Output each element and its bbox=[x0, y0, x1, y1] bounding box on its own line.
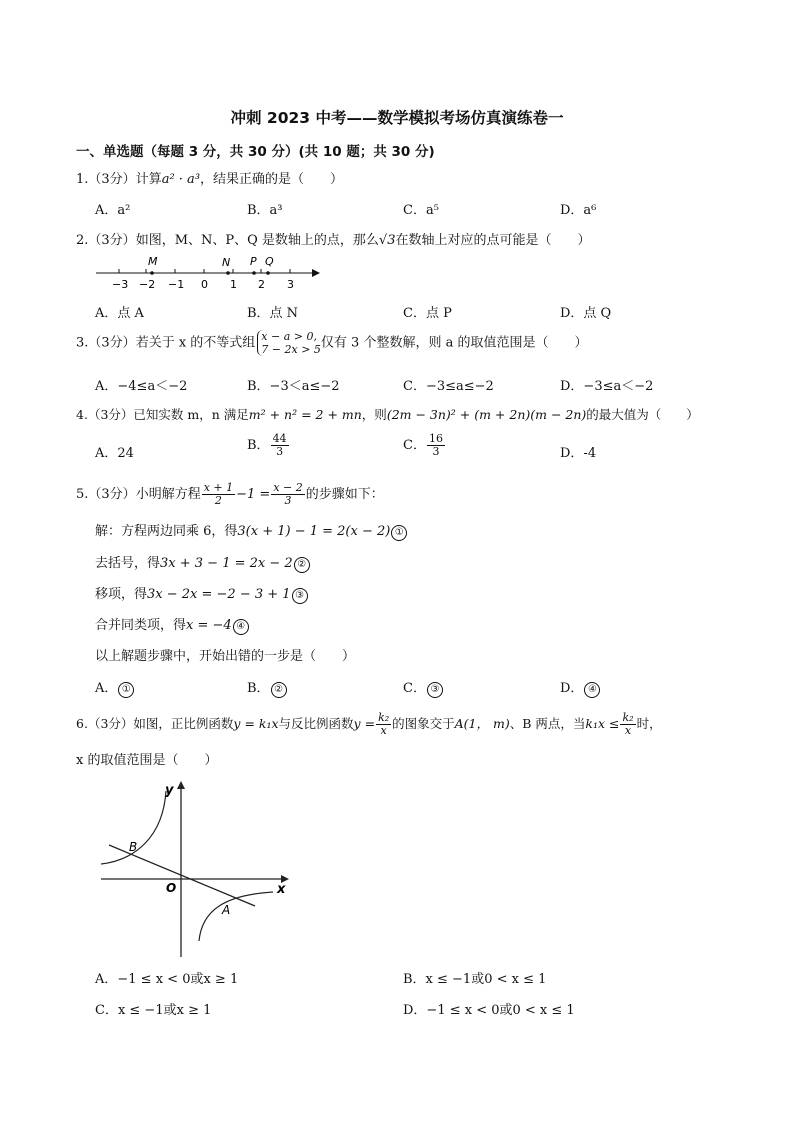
question-2 bbox=[76, 229, 591, 248]
question-number: 1. bbox=[76, 172, 89, 187]
y-axis-label: y bbox=[165, 783, 174, 798]
x-axis-label: x bbox=[277, 882, 286, 897]
question-text: 的最大值为（ ） bbox=[586, 407, 699, 422]
question-number: 5. bbox=[76, 487, 89, 502]
origin-label: O bbox=[166, 881, 177, 895]
math-expression: y = k₁x bbox=[233, 716, 279, 731]
question-text: 的图象交于 bbox=[392, 716, 455, 731]
option-b[interactable]: B． $\frac{44}{3}$ bbox=[247, 432, 287, 458]
question-text: 、B 两点，当 bbox=[509, 716, 586, 731]
option-d[interactable]: D．-4 bbox=[560, 446, 597, 461]
question-text: ，结果正确的是（ ） bbox=[200, 172, 344, 187]
point-q bbox=[266, 271, 270, 275]
question-text: 若关于 x 的不等式组 bbox=[135, 335, 256, 351]
question-text: ，则 bbox=[361, 407, 387, 422]
page-title: 冲刺 2023 中考——数学模拟考场仿真演练卷一 bbox=[230, 109, 564, 127]
question-number: 2. bbox=[76, 233, 89, 248]
circled-number: ① bbox=[118, 682, 134, 698]
fraction: $\frac{x + 1}{2}$ bbox=[203, 481, 234, 507]
option-a[interactable]: A．−4≤a＜−2 bbox=[95, 379, 188, 394]
option-a[interactable]: A．a² bbox=[95, 203, 131, 218]
solution-step-3: 移项，得3x − 2x = −2 − 3 + 1 ③ bbox=[95, 583, 308, 604]
option-d[interactable]: D．点 Q bbox=[560, 306, 612, 321]
solution-step-4: 合并同类项，得x = −4 ④ bbox=[95, 614, 249, 635]
math-expression: k₁x ≤ bbox=[585, 716, 620, 731]
option-c[interactable]: C．a⁵ bbox=[403, 203, 439, 218]
question-3 bbox=[76, 330, 587, 356]
tick-label: −1 bbox=[168, 278, 185, 291]
question-score: （3分） bbox=[87, 407, 134, 422]
point-p bbox=[252, 271, 256, 275]
question-text: 时， bbox=[636, 716, 662, 731]
tick-label: 1 bbox=[230, 278, 237, 291]
tick-label: 2 bbox=[258, 278, 265, 291]
label-p: P bbox=[250, 255, 257, 268]
point-a-label: A bbox=[222, 903, 231, 917]
question-number: 4. bbox=[76, 407, 88, 422]
circled-number: ① bbox=[391, 525, 407, 541]
section-heading: 一、单选题（每题 3 分，共 30 分）(共 10 题；共 30 分) bbox=[76, 144, 435, 160]
math-expression: −1 = bbox=[236, 487, 271, 502]
option-b[interactable]: B．x ≤ −1或0 < x ≤ 1 bbox=[403, 972, 547, 987]
math-expression: A(1， m) bbox=[454, 716, 510, 731]
question-text: 如图，正比例函数 bbox=[133, 716, 234, 731]
question-4 bbox=[76, 405, 699, 423]
option-b[interactable]: B．点 N bbox=[247, 306, 299, 321]
question-text: 如图，M、N、P、Q 是数轴上的点，那么 bbox=[135, 233, 379, 248]
question-score: （3分） bbox=[88, 233, 136, 248]
question-text: 小明解方程 bbox=[135, 487, 201, 502]
option-d[interactable]: D． ④ bbox=[560, 677, 600, 698]
solution-step-1: 解：方程两边同乘 6，得3(x + 1) − 1 = 2(x − 2) ① bbox=[95, 520, 407, 541]
option-a[interactable]: A． ① bbox=[95, 677, 134, 698]
question-score: （3分） bbox=[88, 335, 136, 351]
question-text: 计算 bbox=[135, 172, 162, 187]
option-d[interactable]: D．a⁶ bbox=[560, 203, 597, 218]
question-5 bbox=[76, 482, 384, 507]
function-graph-figure bbox=[95, 775, 295, 963]
hyperbola-branch-lower bbox=[199, 892, 273, 941]
option-c[interactable]: C． ③ bbox=[403, 677, 443, 698]
question-text: 在数轴上对应的点可能是（ ） bbox=[395, 233, 591, 248]
question-score: （3分） bbox=[87, 716, 134, 731]
label-m: M bbox=[148, 255, 158, 268]
option-a[interactable]: A．−1 ≤ x < 0或x ≥ 1 bbox=[95, 972, 239, 987]
math-expression: y = bbox=[353, 716, 376, 731]
point-b-label: B bbox=[129, 840, 138, 854]
inequality-system: x − a > 0, 7 − 2x > 5 bbox=[257, 330, 321, 356]
solution-step-2: 去括号，得3x + 3 − 1 = 2x − 2 ② bbox=[95, 552, 310, 573]
circled-number: ④ bbox=[233, 619, 249, 635]
question-ask: 以上解题步骤中，开始出错的一步是（ ） bbox=[95, 649, 356, 664]
math-expression: √3 bbox=[378, 233, 396, 248]
option-c[interactable]: C．x ≤ −1或x ≥ 1 bbox=[95, 1003, 212, 1018]
option-c[interactable]: C． $\frac{16}{3}$ bbox=[403, 432, 443, 458]
fraction: $\frac{x - 2}{3}$ bbox=[273, 481, 303, 507]
circled-number: ② bbox=[294, 557, 310, 573]
question-text: 与反比例函数 bbox=[278, 716, 354, 731]
tick-label: −2 bbox=[139, 278, 156, 291]
arrow-icon bbox=[177, 781, 185, 789]
math-expression: a² · a³ bbox=[161, 172, 201, 187]
option-b[interactable]: B．−3＜a≤−2 bbox=[247, 379, 340, 394]
question-6 bbox=[76, 712, 662, 737]
option-d[interactable]: D．−3≤a＜−2 bbox=[560, 379, 654, 394]
option-a[interactable]: A．24 bbox=[95, 446, 134, 461]
question-text: 的步骤如下： bbox=[305, 487, 384, 502]
option-b[interactable]: B．a³ bbox=[247, 203, 283, 218]
option-c[interactable]: C．点 P bbox=[403, 306, 452, 321]
arrow-icon bbox=[312, 269, 320, 277]
label-q: Q bbox=[265, 255, 274, 268]
ticks bbox=[119, 269, 290, 273]
point-m bbox=[150, 271, 154, 275]
math-expression: (2m − 3n)² + (m + 2n)(m − 2n) bbox=[386, 407, 587, 422]
question-number: 6. bbox=[76, 716, 88, 731]
question-number: 3. bbox=[76, 335, 89, 351]
circled-number: ③ bbox=[292, 588, 308, 604]
circled-number: ② bbox=[271, 682, 287, 698]
tick-label: 3 bbox=[287, 278, 294, 291]
fraction: $\frac{44}{3}$ bbox=[272, 432, 287, 458]
circled-number: ③ bbox=[427, 682, 443, 698]
question-score: （3分） bbox=[88, 487, 136, 502]
fraction: $\frac{\text{k₂}}{x}$ bbox=[378, 711, 390, 737]
tick-label: −3 bbox=[112, 278, 129, 291]
question-1 bbox=[76, 168, 343, 187]
tick-label: 0 bbox=[201, 278, 208, 291]
question-text: 仅有 3 个整数解，则 a 的取值范围是（ ） bbox=[320, 335, 588, 351]
fraction: $\frac{\text{k₂}}{x}$ bbox=[622, 711, 634, 737]
option-c[interactable]: C．−3≤a≤−2 bbox=[403, 379, 494, 394]
point-n bbox=[226, 271, 230, 275]
option-d[interactable]: D．−1 ≤ x < 0或0 < x ≤ 1 bbox=[403, 1003, 575, 1018]
label-n: N bbox=[222, 256, 231, 269]
question-6-line-2: x 的取值范围是（ ） bbox=[76, 753, 218, 768]
option-a[interactable]: A．点 A bbox=[95, 306, 144, 321]
circled-number: ④ bbox=[584, 682, 600, 698]
option-b[interactable]: B． ② bbox=[247, 677, 287, 698]
number-line-figure bbox=[90, 252, 325, 292]
question-text: 已知实数 m，n 满足 bbox=[133, 407, 249, 422]
math-expression: m² + n² = 2 + mn bbox=[248, 407, 362, 422]
fraction: $\frac{16}{3}$ bbox=[428, 432, 443, 458]
question-score: （3分） bbox=[88, 172, 136, 187]
